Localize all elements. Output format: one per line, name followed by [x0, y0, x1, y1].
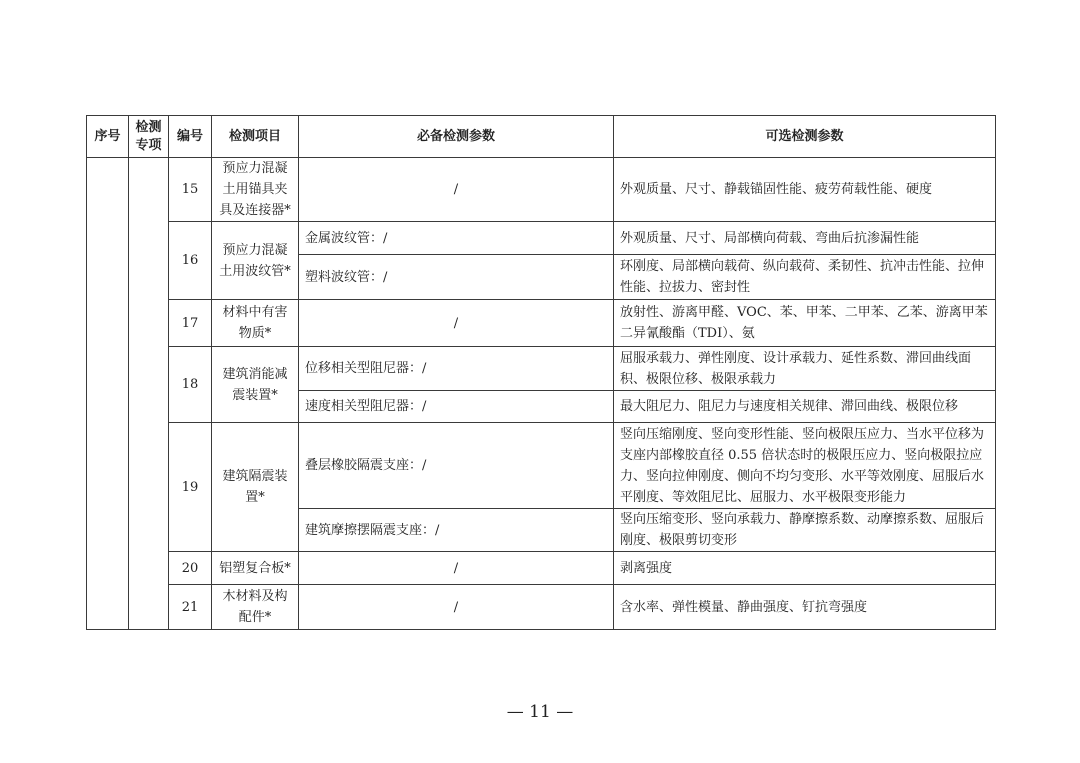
- code-cell: 20: [169, 552, 212, 585]
- optional-params-cell: 竖向压缩变形、竖向承载力、静摩擦系数、动摩擦系数、屈服后刚度、极限剪切变形: [614, 509, 996, 552]
- item-cell: 铝塑复合板*: [212, 552, 299, 585]
- required-params-cell: 叠层橡胶隔震支座：/: [299, 423, 614, 509]
- required-params-cell: 金属波纹管：/: [299, 222, 614, 255]
- code-cell: 19: [169, 423, 212, 552]
- required-params-cell: /: [299, 300, 614, 347]
- optional-params-cell: 竖向压缩刚度、竖向变形性能、竖向极限压应力、当水平位移为支座内部橡胶直径 0.55 倍状态时的极限压应力、竖向极限拉应力、竖向拉伸刚度、侧向不均匀变形、水平等效刚度、屈服后水平刚度、等效阻尼比、屈服力、水平极限变形能力: [614, 423, 996, 509]
- optional-params-cell: 屈服承载力、弹性刚度、设计承载力、延性系数、滞回曲线面积、极限位移、极限承载力: [614, 347, 996, 391]
- item-cell: 木材料及构配件*: [212, 585, 299, 630]
- item-cell: 预应力混凝土用波纹管*: [212, 222, 299, 300]
- table-row: [87, 585, 996, 630]
- optional-params-cell: 剥离强度: [614, 552, 996, 585]
- required-params-cell: 速度相关型阻尼器：/: [299, 391, 614, 423]
- code-cell: 18: [169, 347, 212, 423]
- item-cell: 预应力混凝土用锚具夹具及连接器*: [212, 158, 299, 222]
- table-row: [87, 552, 996, 585]
- required-params-cell: 建筑摩擦摆隔震支座：/: [299, 509, 614, 552]
- optional-params-cell: 环刚度、局部横向载荷、纵向载荷、柔韧性、抗冲击性能、拉伸性能、拉拔力、密封性: [614, 255, 996, 300]
- optional-params-cell: 放射性、游离甲醛、VOC、苯、甲苯、二甲苯、乙苯、游离甲苯二异氰酸酯（TDI）、氨: [614, 300, 996, 347]
- table-row: [87, 347, 996, 391]
- optional-params-cell: 最大阻尼力、阻尼力与速度相关规律、滞回曲线、极限位移: [614, 391, 996, 423]
- table-row: [87, 300, 996, 347]
- seq-cell: [87, 158, 129, 630]
- table-row: [87, 222, 996, 255]
- code-cell: 15: [169, 158, 212, 222]
- required-params-cell: 位移相关型阻尼器：/: [299, 347, 614, 391]
- table-row: [87, 423, 996, 509]
- code-cell: 17: [169, 300, 212, 347]
- header-optional-params: 可选检测参数: [614, 116, 996, 158]
- required-params-cell: 塑料波纹管：/: [299, 255, 614, 300]
- item-cell: 建筑隔震装置*: [212, 423, 299, 552]
- optional-params-cell: 外观质量、尺寸、局部横向荷载、弯曲后抗渗漏性能: [614, 222, 996, 255]
- required-params-cell: /: [299, 552, 614, 585]
- optional-params-cell: 含水率、弹性模量、静曲强度、钉抗弯强度: [614, 585, 996, 630]
- code-cell: 16: [169, 222, 212, 300]
- required-params-cell: /: [299, 585, 614, 630]
- header-item: 检测项目: [212, 116, 299, 158]
- header-code: 编号: [169, 116, 212, 158]
- page-number: — 11 —: [506, 702, 574, 722]
- table-row: [87, 158, 996, 222]
- category-cell: [129, 158, 169, 630]
- optional-params-cell: 外观质量、尺寸、静载锚固性能、疲劳荷载性能、硬度: [614, 158, 996, 222]
- required-params-cell: /: [299, 158, 614, 222]
- inspection-parameters-table: [86, 115, 996, 630]
- table-header-row: [87, 116, 996, 158]
- header-required-params: 必备检测参数: [299, 116, 614, 158]
- header-category: 检测专项: [129, 116, 169, 158]
- item-cell: 材料中有害物质*: [212, 300, 299, 347]
- code-cell: 21: [169, 585, 212, 630]
- item-cell: 建筑消能减震装置*: [212, 347, 299, 423]
- header-seq: 序号: [87, 116, 129, 158]
